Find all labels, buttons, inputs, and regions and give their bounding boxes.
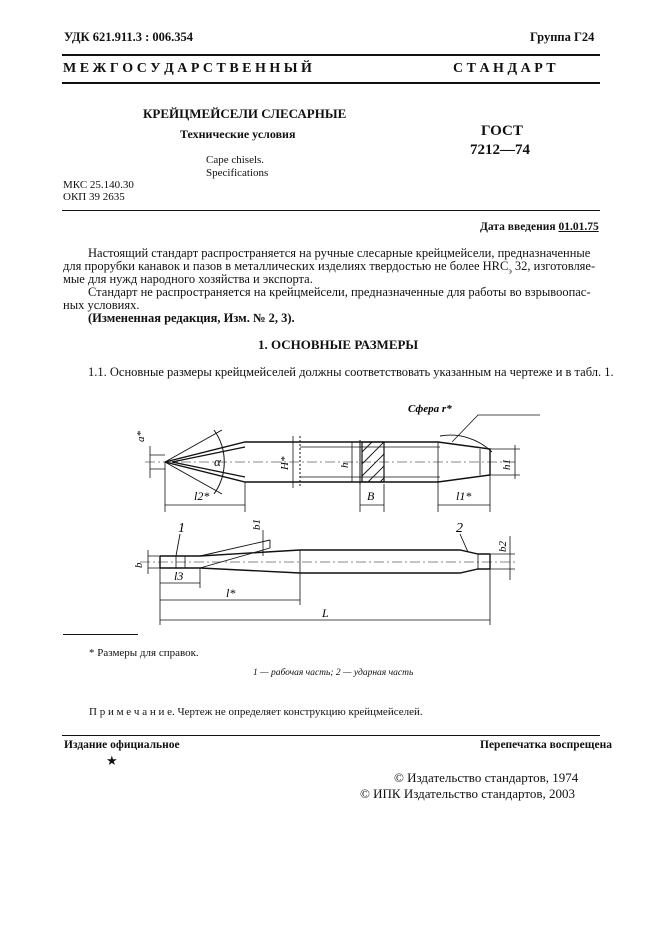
document-title: КРЕЙЦМЕЙСЕЛИ СЛЕСАРНЫЕ (143, 106, 347, 121)
dim-B-label: B (367, 489, 375, 503)
copyright-1974: © Издательство стандартов, 1974 (394, 770, 579, 785)
gost-number: 7212—74 (470, 142, 530, 158)
reference-footnote: * Размеры для справок. (89, 647, 199, 659)
document-subtitle: Технические условия (180, 127, 296, 141)
dim-b2-label: b2 (497, 541, 509, 552)
tip-inner-upper (172, 447, 245, 462)
parts-legend: 1 — рабочая часть; 2 — ударная часть (253, 668, 414, 678)
udk-code: УДК 621.911.3 : 006.354 (64, 30, 194, 44)
clause-1-1: 1.1. Основные размеры крейцмейселей должны соответствовать указанным на чертеже и в табл. 1. (88, 365, 614, 379)
sphere-label: Сфера r* (408, 403, 452, 415)
note-text: Чертеж не определяет конструкцию крейцмейселей. (177, 706, 423, 718)
note-label: П р и м е ч а н и е. (89, 706, 175, 718)
dim-L-label: L (322, 606, 329, 620)
banner-right: С Т А Н Д А Р Т (453, 61, 556, 76)
dim-h1-label: h1 (501, 459, 513, 470)
footer-rule (62, 735, 600, 736)
hrc-subscript: э (508, 266, 512, 276)
group-code: Группа Г24 (530, 30, 595, 44)
side-upper-edge (160, 550, 490, 556)
para2-line2: ных условиях. (63, 298, 140, 312)
dim-b-label: b (133, 562, 145, 568)
official-edition: Издание официальное (64, 739, 180, 751)
dim-l-label: l* (226, 586, 236, 600)
section-heading: 1. ОСНОВНЫЕ РАЗМЕРЫ (258, 337, 419, 352)
dim-l3-label: l3 (174, 569, 184, 583)
para2-line1: Стандарт не распространяется на крейцмейсели, предназначенные для работы во взрывоопас- (88, 285, 591, 299)
mks-code: МКС 25.140.30 (63, 179, 134, 191)
dim-H-label: H* (279, 456, 291, 470)
dim-l2-label: l2* (194, 489, 210, 503)
para1-line3: мые для нужд народного хозяйства и экспорта. (63, 272, 313, 286)
tip-inner-lower (172, 462, 245, 477)
part-2-label: 2 (456, 521, 463, 536)
reprint-prohibited: Перепечатка воспрещена (480, 739, 612, 751)
copyright-2003: © ИПК Издательство стандартов, 2003 (360, 786, 575, 801)
dim-l1-label: l1* (456, 489, 472, 503)
side-lower-edge (160, 568, 490, 573)
part-1-label: 1 (178, 521, 185, 536)
dim-h-label: h (339, 462, 351, 468)
effective-date-value: 01.01.75 (558, 221, 599, 233)
english-title: Cape chisels. (206, 154, 265, 166)
effective-date-label: Дата введения (480, 221, 556, 233)
banner-left: М Е Ж Г О С У Д А Р С Т В Е Н Н Ы Й (63, 61, 312, 76)
english-subtitle: Specifications (206, 167, 269, 179)
amendment-note: (Измененная редакция, Изм. № 2, 3). (88, 311, 295, 325)
para1-line1: Настоящий стандарт распространяется на ручные слесарные крейцмейсели, предназначенные (88, 246, 591, 260)
drawing-note (89, 706, 423, 719)
para1-line2-a: для прорубки канавок и пазов в металлических изделиях твердостью не более HRC (63, 259, 509, 273)
okp-code: ОКП 39 2635 (63, 191, 125, 203)
para1-line2-b: 32, изготовляе- (511, 259, 596, 273)
side-ends (160, 554, 490, 569)
gost-label: ГОСТ (481, 123, 523, 139)
star-mark: ★ (106, 753, 118, 768)
footnote-rule (63, 634, 138, 635)
angle-alpha-label: α (214, 454, 221, 469)
dim-a-label: a* (135, 431, 147, 442)
dim-b1-label: b1 (251, 519, 263, 530)
